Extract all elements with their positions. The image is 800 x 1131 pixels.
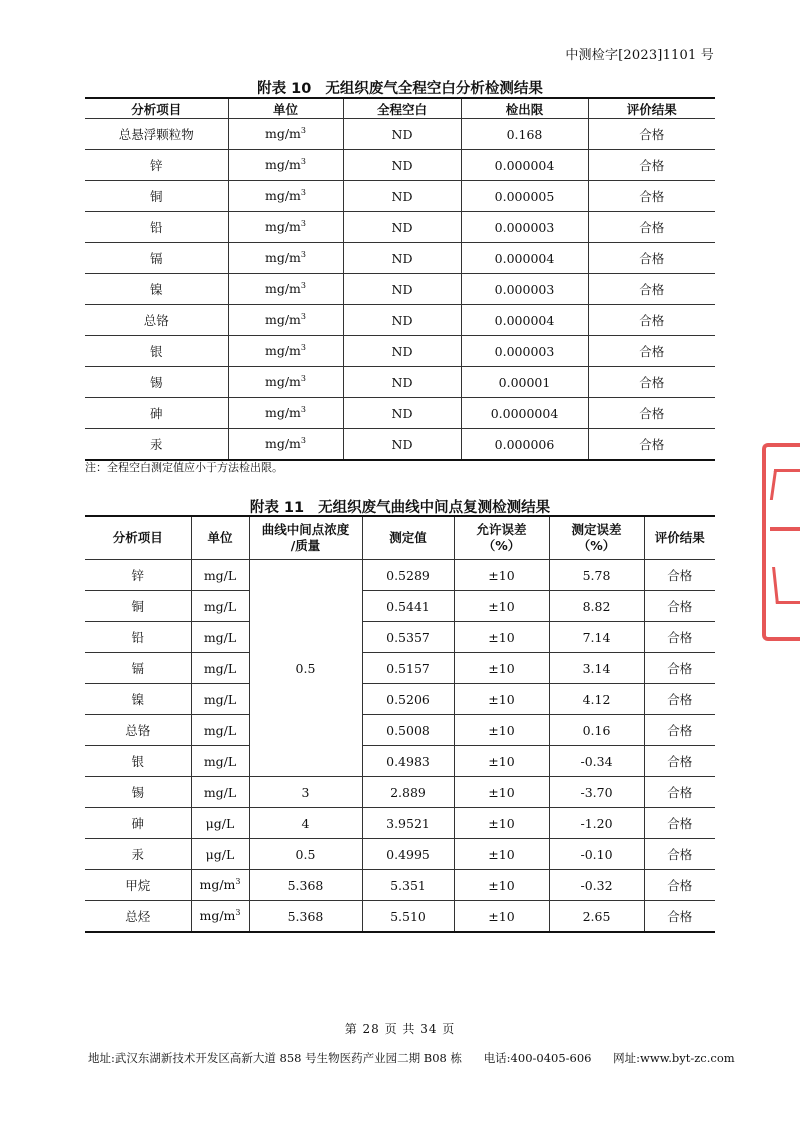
- table11-header-error: [549, 516, 644, 560]
- limit-cell: 0.00001: [461, 367, 588, 398]
- error-cell: 3.14: [549, 653, 644, 684]
- limit-cell: 0.000004: [461, 243, 588, 274]
- conc-cell: 0.5: [249, 839, 362, 870]
- item-cell: 总悬浮颗粒物: [85, 119, 228, 150]
- allowed-cell: ±10: [454, 870, 549, 901]
- unit-cell: [228, 367, 343, 398]
- conc-cell: 4: [249, 808, 362, 839]
- unit-superscript: 3: [300, 250, 306, 260]
- error-cell: -1.20: [549, 808, 644, 839]
- table10-header-row: [85, 98, 715, 119]
- measured-cell: 0.5008: [362, 715, 454, 746]
- result-cell: 合格: [588, 119, 715, 150]
- unit-cell: [191, 653, 249, 684]
- table-row: [85, 367, 715, 398]
- measured-cell: 5.510: [362, 901, 454, 933]
- result-cell: 合格: [644, 715, 715, 746]
- unit-text: μg/L: [205, 815, 235, 831]
- measured-cell: 0.5289: [362, 560, 454, 591]
- table10-header-unit: 单位: [228, 98, 343, 119]
- measured-cell: 0.5206: [362, 684, 454, 715]
- measured-cell: 5.351: [362, 870, 454, 901]
- result-cell: 合格: [644, 653, 715, 684]
- table11-header-allowed-line2: （%）: [482, 538, 521, 553]
- result-cell: 合格: [588, 429, 715, 461]
- error-cell: -0.10: [549, 839, 644, 870]
- item-cell: 锡: [85, 777, 191, 808]
- blank-cell: ND: [343, 398, 461, 429]
- result-cell: 合格: [588, 150, 715, 181]
- item-cell: 汞: [85, 429, 228, 461]
- result-cell: 合格: [644, 591, 715, 622]
- table-row: [85, 715, 715, 746]
- allowed-cell: ±10: [454, 777, 549, 808]
- unit-text: mg/m: [264, 374, 301, 390]
- unit-text: mg/m: [264, 188, 301, 204]
- unit-cell: [191, 839, 249, 870]
- table11-header-error-line2: （%）: [577, 538, 616, 553]
- item-cell: 锌: [85, 150, 228, 181]
- result-cell: 合格: [644, 560, 715, 591]
- limit-cell: 0.000004: [461, 305, 588, 336]
- item-cell: 锌: [85, 560, 191, 591]
- unit-superscript: 3: [300, 343, 306, 353]
- unit-text: mg/m: [264, 405, 301, 421]
- blank-cell: ND: [343, 429, 461, 461]
- table-row: [85, 777, 715, 808]
- unit-cell: [191, 591, 249, 622]
- result-cell: 合格: [588, 243, 715, 274]
- error-cell: 4.12: [549, 684, 644, 715]
- table11-header-conc-line1: 曲线中间点浓度: [261, 521, 350, 537]
- table11-header-allowed-line1: 允许误差: [476, 521, 527, 537]
- error-cell: -0.34: [549, 746, 644, 777]
- limit-cell: 0.000003: [461, 336, 588, 367]
- table-row: [85, 150, 715, 181]
- item-cell: 银: [85, 336, 228, 367]
- error-cell: -3.70: [549, 777, 644, 808]
- limit-cell: 0.000005: [461, 181, 588, 212]
- table-row: [85, 591, 715, 622]
- blank-cell: ND: [343, 367, 461, 398]
- seal-glyph: [770, 527, 800, 531]
- table-row: [85, 429, 715, 461]
- result-cell: 合格: [588, 181, 715, 212]
- unit-superscript: 3: [300, 436, 306, 446]
- result-cell: 合格: [644, 870, 715, 901]
- allowed-cell: ±10: [454, 560, 549, 591]
- item-cell: 总烃: [85, 901, 191, 933]
- measured-cell: 2.889: [362, 777, 454, 808]
- table-row: [85, 901, 715, 933]
- unit-cell: [228, 243, 343, 274]
- unit-text: mg/L: [203, 660, 237, 676]
- unit-text: mg/L: [203, 567, 237, 583]
- limit-cell: 0.000006: [461, 429, 588, 461]
- table11-caption-number: 附表 11: [249, 500, 305, 516]
- unit-cell: [191, 777, 249, 808]
- footer-phone: 电话:400-0405-606: [483, 1051, 592, 1065]
- unit-cell: [228, 274, 343, 305]
- allowed-cell: ±10: [454, 622, 549, 653]
- unit-cell: [228, 336, 343, 367]
- table10-header-item: 分析项目: [85, 98, 228, 119]
- result-cell: 合格: [644, 839, 715, 870]
- result-cell: 合格: [644, 777, 715, 808]
- unit-superscript: 3: [300, 281, 306, 291]
- unit-cell: [191, 684, 249, 715]
- item-cell: 总铬: [85, 715, 191, 746]
- unit-text: mg/m: [264, 157, 301, 173]
- unit-text: mg/m: [264, 126, 301, 142]
- unit-text: mg/L: [203, 753, 237, 769]
- table-row: [85, 181, 715, 212]
- table10-note: 注：全程空白测定值应小于方法检出限。: [85, 461, 283, 474]
- unit-superscript: 3: [235, 908, 241, 918]
- measured-cell: 0.4983: [362, 746, 454, 777]
- result-cell: 合格: [644, 746, 715, 777]
- result-cell: 合格: [588, 274, 715, 305]
- unit-cell: [228, 119, 343, 150]
- limit-cell: 0.000003: [461, 212, 588, 243]
- unit-cell: [228, 305, 343, 336]
- unit-cell: [191, 560, 249, 591]
- result-cell: 合格: [644, 622, 715, 653]
- unit-cell: [191, 715, 249, 746]
- blank-cell: ND: [343, 181, 461, 212]
- limit-cell: 0.0000004: [461, 398, 588, 429]
- unit-cell: [191, 870, 249, 901]
- table-row: [85, 212, 715, 243]
- unit-text: mg/m: [199, 877, 236, 893]
- unit-cell: [191, 622, 249, 653]
- table-row: [85, 274, 715, 305]
- blank-cell: ND: [343, 212, 461, 243]
- allowed-cell: ±10: [454, 591, 549, 622]
- table10-caption: [0, 77, 800, 98]
- unit-cell: [228, 398, 343, 429]
- unit-text: mg/m: [264, 436, 301, 452]
- item-cell: 镉: [85, 653, 191, 684]
- allowed-cell: ±10: [454, 715, 549, 746]
- table11-header-result: 评价结果: [644, 516, 715, 560]
- blank-cell: ND: [343, 150, 461, 181]
- result-cell: 合格: [644, 684, 715, 715]
- blank-cell: ND: [343, 305, 461, 336]
- item-cell: 砷: [85, 398, 228, 429]
- table-row: [85, 684, 715, 715]
- blank-cell: ND: [343, 243, 461, 274]
- unit-text: mg/m: [264, 219, 301, 235]
- unit-cell: [191, 746, 249, 777]
- unit-cell: [228, 212, 343, 243]
- item-cell: 甲烷: [85, 870, 191, 901]
- unit-text: mg/L: [203, 691, 237, 707]
- footer: [88, 1050, 735, 1066]
- result-cell: 合格: [644, 901, 715, 933]
- table-row: [85, 808, 715, 839]
- table11-header-unit: 单位: [191, 516, 249, 560]
- unit-text: mg/m: [264, 250, 301, 266]
- measured-cell: 0.5157: [362, 653, 454, 684]
- allowed-cell: ±10: [454, 746, 549, 777]
- table11-body: [85, 560, 715, 933]
- error-cell: 0.16: [549, 715, 644, 746]
- table10-caption-number: 附表 10: [257, 81, 312, 97]
- allowed-cell: ±10: [454, 653, 549, 684]
- unit-superscript: 3: [300, 219, 306, 229]
- table-row: [85, 653, 715, 684]
- unit-cell: [228, 429, 343, 461]
- unit-text: mg/L: [203, 784, 237, 800]
- table-row: [85, 746, 715, 777]
- item-cell: 铜: [85, 181, 228, 212]
- seal-glyph: [770, 469, 800, 500]
- table-row: [85, 243, 715, 274]
- unit-text: mg/m: [199, 908, 236, 924]
- conc-cell: 5.368: [249, 870, 362, 901]
- item-cell: 镍: [85, 684, 191, 715]
- unit-superscript: 3: [300, 157, 306, 167]
- blank-cell: ND: [343, 336, 461, 367]
- error-cell: -0.32: [549, 870, 644, 901]
- table-row: [85, 119, 715, 150]
- table11-header-row: [85, 516, 715, 560]
- allowed-cell: ±10: [454, 901, 549, 933]
- table10-header-blank: 全程空白: [343, 98, 461, 119]
- unit-text: mg/L: [203, 722, 237, 738]
- table11-caption: [0, 496, 800, 517]
- conc-merged-cell: 0.5: [249, 560, 362, 777]
- allowed-cell: ±10: [454, 808, 549, 839]
- blank-cell: ND: [343, 119, 461, 150]
- table11-header-error-line1: 测定误差: [571, 521, 622, 537]
- red-seal-stamp: [762, 443, 800, 641]
- table-row: [85, 560, 715, 591]
- item-cell: 铜: [85, 591, 191, 622]
- unit-cell: [191, 901, 249, 933]
- limit-cell: 0.168: [461, 119, 588, 150]
- unit-superscript: 3: [300, 126, 306, 136]
- table11: [85, 515, 715, 933]
- conc-cell: 5.368: [249, 901, 362, 933]
- unit-text: mg/L: [203, 629, 237, 645]
- result-cell: 合格: [588, 367, 715, 398]
- unit-superscript: 3: [300, 312, 306, 322]
- footer-address: 地址:武汉东湖新技术开发区高新大道 858 号生物医药产业园二期 B08 栋: [88, 1051, 463, 1065]
- result-cell: 合格: [588, 212, 715, 243]
- item-cell: 镍: [85, 274, 228, 305]
- seal-glyph: [772, 567, 800, 604]
- unit-superscript: 3: [300, 188, 306, 198]
- item-cell: 锡: [85, 367, 228, 398]
- item-cell: 总铬: [85, 305, 228, 336]
- footer-website: 网址:www.byt-zc.com: [613, 1051, 735, 1065]
- result-cell: 合格: [588, 398, 715, 429]
- table-row: [85, 305, 715, 336]
- unit-superscript: 3: [300, 405, 306, 415]
- table11-caption-title: 无组织废气曲线中间点复测检测结果: [318, 500, 551, 516]
- table10-caption-title: 无组织废气全程空白分析检测结果: [325, 81, 543, 97]
- unit-cell: [228, 150, 343, 181]
- unit-text: mg/m: [264, 343, 301, 359]
- error-cell: 8.82: [549, 591, 644, 622]
- measured-cell: 0.5441: [362, 591, 454, 622]
- item-cell: 铅: [85, 212, 228, 243]
- item-cell: 铅: [85, 622, 191, 653]
- table11-header-conc: [249, 516, 362, 560]
- unit-superscript: 3: [300, 374, 306, 384]
- table10: [85, 97, 715, 461]
- table-row: [85, 622, 715, 653]
- table-row: [85, 398, 715, 429]
- table11-header-conc-line2: /质量: [290, 538, 321, 553]
- measured-cell: 0.5357: [362, 622, 454, 653]
- measured-cell: 3.9521: [362, 808, 454, 839]
- unit-cell: [191, 808, 249, 839]
- result-cell: 合格: [588, 305, 715, 336]
- table10-header-limit: 检出限: [461, 98, 588, 119]
- limit-cell: 0.000004: [461, 150, 588, 181]
- allowed-cell: ±10: [454, 839, 549, 870]
- unit-text: μg/L: [205, 846, 235, 862]
- allowed-cell: ±10: [454, 684, 549, 715]
- table-row: [85, 336, 715, 367]
- unit-text: mg/L: [203, 598, 237, 614]
- page-number: 第 28 页 共 34 页: [344, 1022, 456, 1036]
- blank-cell: ND: [343, 274, 461, 305]
- error-cell: 2.65: [549, 901, 644, 933]
- unit-text: mg/m: [264, 312, 301, 328]
- error-cell: 5.78: [549, 560, 644, 591]
- table-row: [85, 839, 715, 870]
- table11-header-item: 分析项目: [85, 516, 191, 560]
- result-cell: 合格: [644, 808, 715, 839]
- measured-cell: 0.4995: [362, 839, 454, 870]
- report-number: 中测检字[2023]1101 号: [565, 48, 714, 63]
- table11-header-measured: 测定值: [362, 516, 454, 560]
- table10-body: [85, 119, 715, 461]
- table10-header-result: 评价结果: [588, 98, 715, 119]
- error-cell: 7.14: [549, 622, 644, 653]
- item-cell: 银: [85, 746, 191, 777]
- item-cell: 汞: [85, 839, 191, 870]
- unit-cell: [228, 181, 343, 212]
- unit-text: mg/m: [264, 281, 301, 297]
- item-cell: 镉: [85, 243, 228, 274]
- table-row: [85, 870, 715, 901]
- unit-superscript: 3: [235, 877, 241, 887]
- conc-cell: 3: [249, 777, 362, 808]
- table11-header-allowed: [454, 516, 549, 560]
- item-cell: 砷: [85, 808, 191, 839]
- limit-cell: 0.000003: [461, 274, 588, 305]
- result-cell: 合格: [588, 336, 715, 367]
